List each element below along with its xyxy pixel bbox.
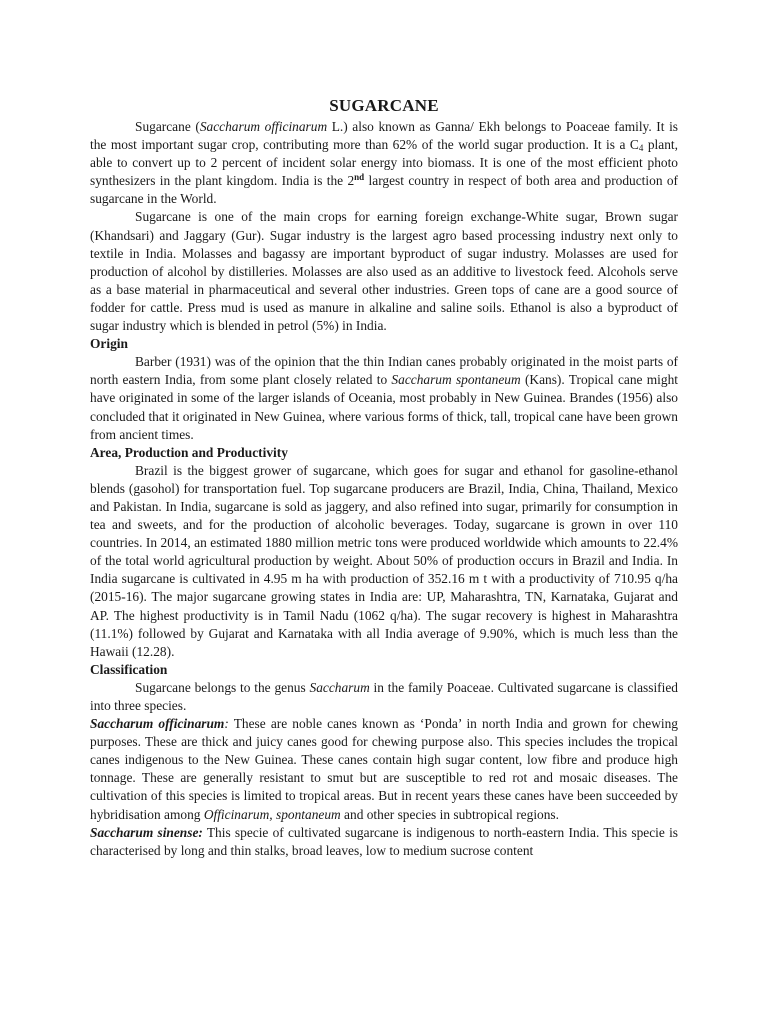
intro-paragraph-2: Sugarcane is one of the main crops for earning foreign exchange-White sugar, Brown sugar (Khandsari) and Jaggary (Gur). Sugar industry is the largest agro based processing industry next only to textile in India. Molasses and bagassy are important byproduct of sugar industry. Molasses are used for production of alcohol by distilleries. Molasses are also used as an additive to livestock feed. Alcohols serve as a base material in pharmaceutical and several other industries. Green tops of cane are a good source of fodder for cattle. Press mud is used as manure in alkaline and saline soils. Ethanol is also a byproduct of sugar industry which is blended in petrol (5%) in India. <box>90 209 678 334</box>
classification-text-a: Sugarcane belongs to the genus <box>135 679 310 695</box>
classification-text-b: in the family Poaceae. Cultivated sugarcane is classified into three species. <box>90 679 678 713</box>
area-paragraph: Brazil is the biggest grower of sugarcane, which goes for sugar and ethanol for gasoline-ethanol blends (gasohol) for transportation fuel. Top sugarcane producers are Brazil, India, China, Thailand, Mexico and Pakistan. In India, sugarcane is sold as jaggery, and also refined into sugar, primarily for consumption in tea and sweets, and for the production of alcoholic beverages. Today, sugarcane is grown in over 110 countries. In 2014, an estimated 1880 million metric tons were produced worldwide which amounts to 22.4% of the total world agricultural production by weight. About 50% of production occurs in Brazil and India. In India sugarcane is cultivated in 4.95 m ha with production of 352.16 m t with a productivity of 710.95 q/ha (2015-16). The major sugarcane growing states in India are: UP, Maharashtra, TN, Karnataka, Gujarat and AP. The highest productivity is in Tamil Nadu (1062 q/ha). The sugar recovery is highest in Maharashtra (11.1%) followed by Gujarat and Karnataka with all India average of 9.90%, which is much less than the Hawaii (12.28). <box>90 462 678 659</box>
origin-paragraph <box>90 353 678 443</box>
classification-intro <box>90 679 678 715</box>
origin-text-a: Barber (1931) was of the opinion that the thin Indian canes probably originated in the moist parts of north eastern India, from some plant closely related to <box>90 354 678 388</box>
scientific-name: Saccharum officinarum <box>199 119 328 134</box>
origin-text-b: (Kans). Tropical cane might have originated in some of the larger islands of Oceania, most probably in New Guinea. Brandes (1956) also concluded that it originated in New Guinea, where various forms of thick, tall, tropical cane have been grown from ancient times. <box>90 372 679 442</box>
officinarum-sci-2: spontaneum <box>275 806 341 822</box>
officinarum-paragraph <box>90 715 678 824</box>
genus-name: Saccharum <box>309 679 370 695</box>
officinarum-sci-1: Officinarum, <box>203 806 273 822</box>
officinarum-colon: : <box>224 716 229 732</box>
document-body <box>90 95 678 860</box>
origin-heading: Origin <box>90 336 128 352</box>
area-heading: Area, Production and Productivity <box>90 444 288 460</box>
page-title: SUGARCANE <box>329 96 439 115</box>
intro-text-b: L.) also known as Ganna/ Ekh belongs to Poaceae family. It is the most important sugar crop, contributing more than 62% of the world sugar production. It is a C <box>90 119 678 153</box>
officinarum-text-a: These are noble canes known as ‘Ponda’ in north India and grown for chewing purposes. These are thick and juicy canes good for chewing purpose also. This species includes the tropical canes indigenous to the New Guinea. These canes contain high sugar content, low fibre and produce high tonnage. These are generally resistant to smut but are susceptible to red rot and mosaic diseases. The cultivation of this species is limited to tropical areas. But in recent years these canes have been succeeded by hybridisation among <box>90 716 678 822</box>
intro-paragraph-1 <box>90 118 678 208</box>
origin-scientific-name: Saccharum spontaneum <box>391 372 521 388</box>
intro-text-c: plant, able to convert up to 2 percent of incident solar energy into biomass. It is one of the most efficient photo synthesizers in the plant kingdom. India is the 2 <box>90 137 678 189</box>
sinense-paragraph <box>90 824 678 860</box>
c4-subscript: 4 <box>638 143 644 154</box>
classification-heading: Classification <box>90 661 168 677</box>
sinense-text: This specie of cultivated sugarcane is indigenous to north-eastern India. This specie is characterised by long and thin stalks, broad leaves, low to medium sucrose content <box>90 824 679 858</box>
sinense-name: Saccharum sinense: <box>90 824 203 840</box>
officinarum-text-b: and other species in subtropical regions. <box>340 806 559 822</box>
intro-text-d: largest country in respect of both area and production of sugarcane in the World. <box>90 173 679 207</box>
officinarum-name: Saccharum officinarum <box>90 716 225 732</box>
ordinal-superscript: nd <box>354 172 365 183</box>
intro-text-a: Sugarcane ( <box>135 119 200 134</box>
